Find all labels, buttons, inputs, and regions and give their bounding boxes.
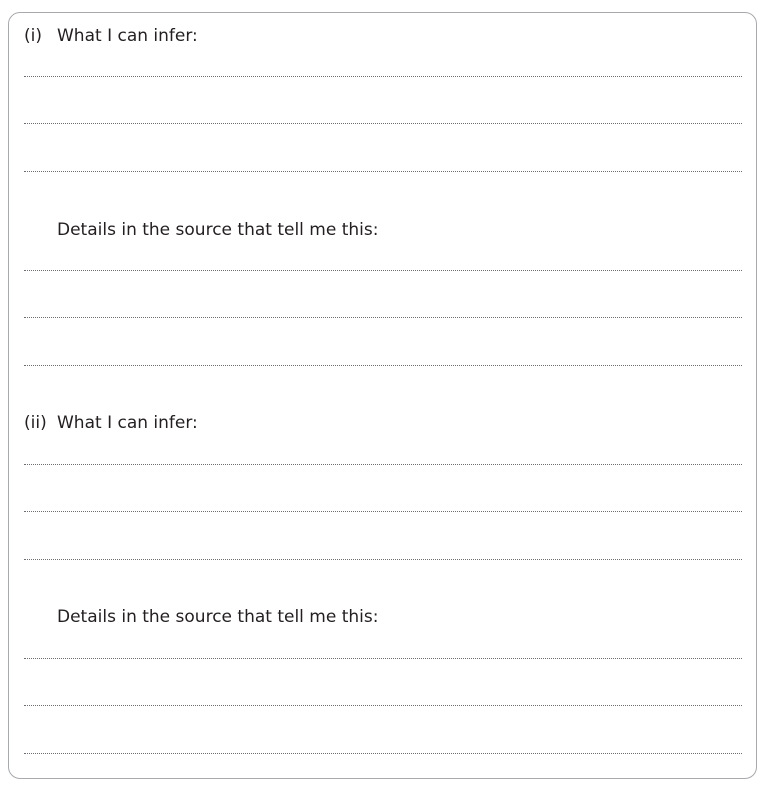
section-ii-details-label: Details in the source that tell me this:: [57, 607, 379, 627]
section-ii-numeral: (ii): [24, 413, 47, 433]
answer-box: [8, 12, 757, 779]
section-ii-infer-label: What I can infer:: [57, 413, 198, 433]
answer-line-ii-details-2[interactable]: [24, 705, 742, 706]
answer-line-ii-details-3[interactable]: [24, 753, 742, 754]
section-i-infer-label: What I can infer:: [57, 26, 198, 46]
answer-line-i-details-3[interactable]: [24, 365, 742, 366]
answer-line-ii-details-1[interactable]: [24, 658, 742, 659]
answer-line-i-details-1[interactable]: [24, 270, 742, 271]
answer-line-i-infer-3[interactable]: [24, 171, 742, 172]
answer-line-ii-infer-3[interactable]: [24, 559, 742, 560]
answer-line-i-infer-2[interactable]: [24, 123, 742, 124]
answer-line-i-details-2[interactable]: [24, 317, 742, 318]
answer-line-ii-infer-2[interactable]: [24, 511, 742, 512]
answer-line-i-infer-1[interactable]: [24, 76, 742, 77]
answer-line-ii-infer-1[interactable]: [24, 464, 742, 465]
section-i-numeral: (i): [24, 26, 42, 46]
section-i-details-label: Details in the source that tell me this:: [57, 220, 379, 240]
